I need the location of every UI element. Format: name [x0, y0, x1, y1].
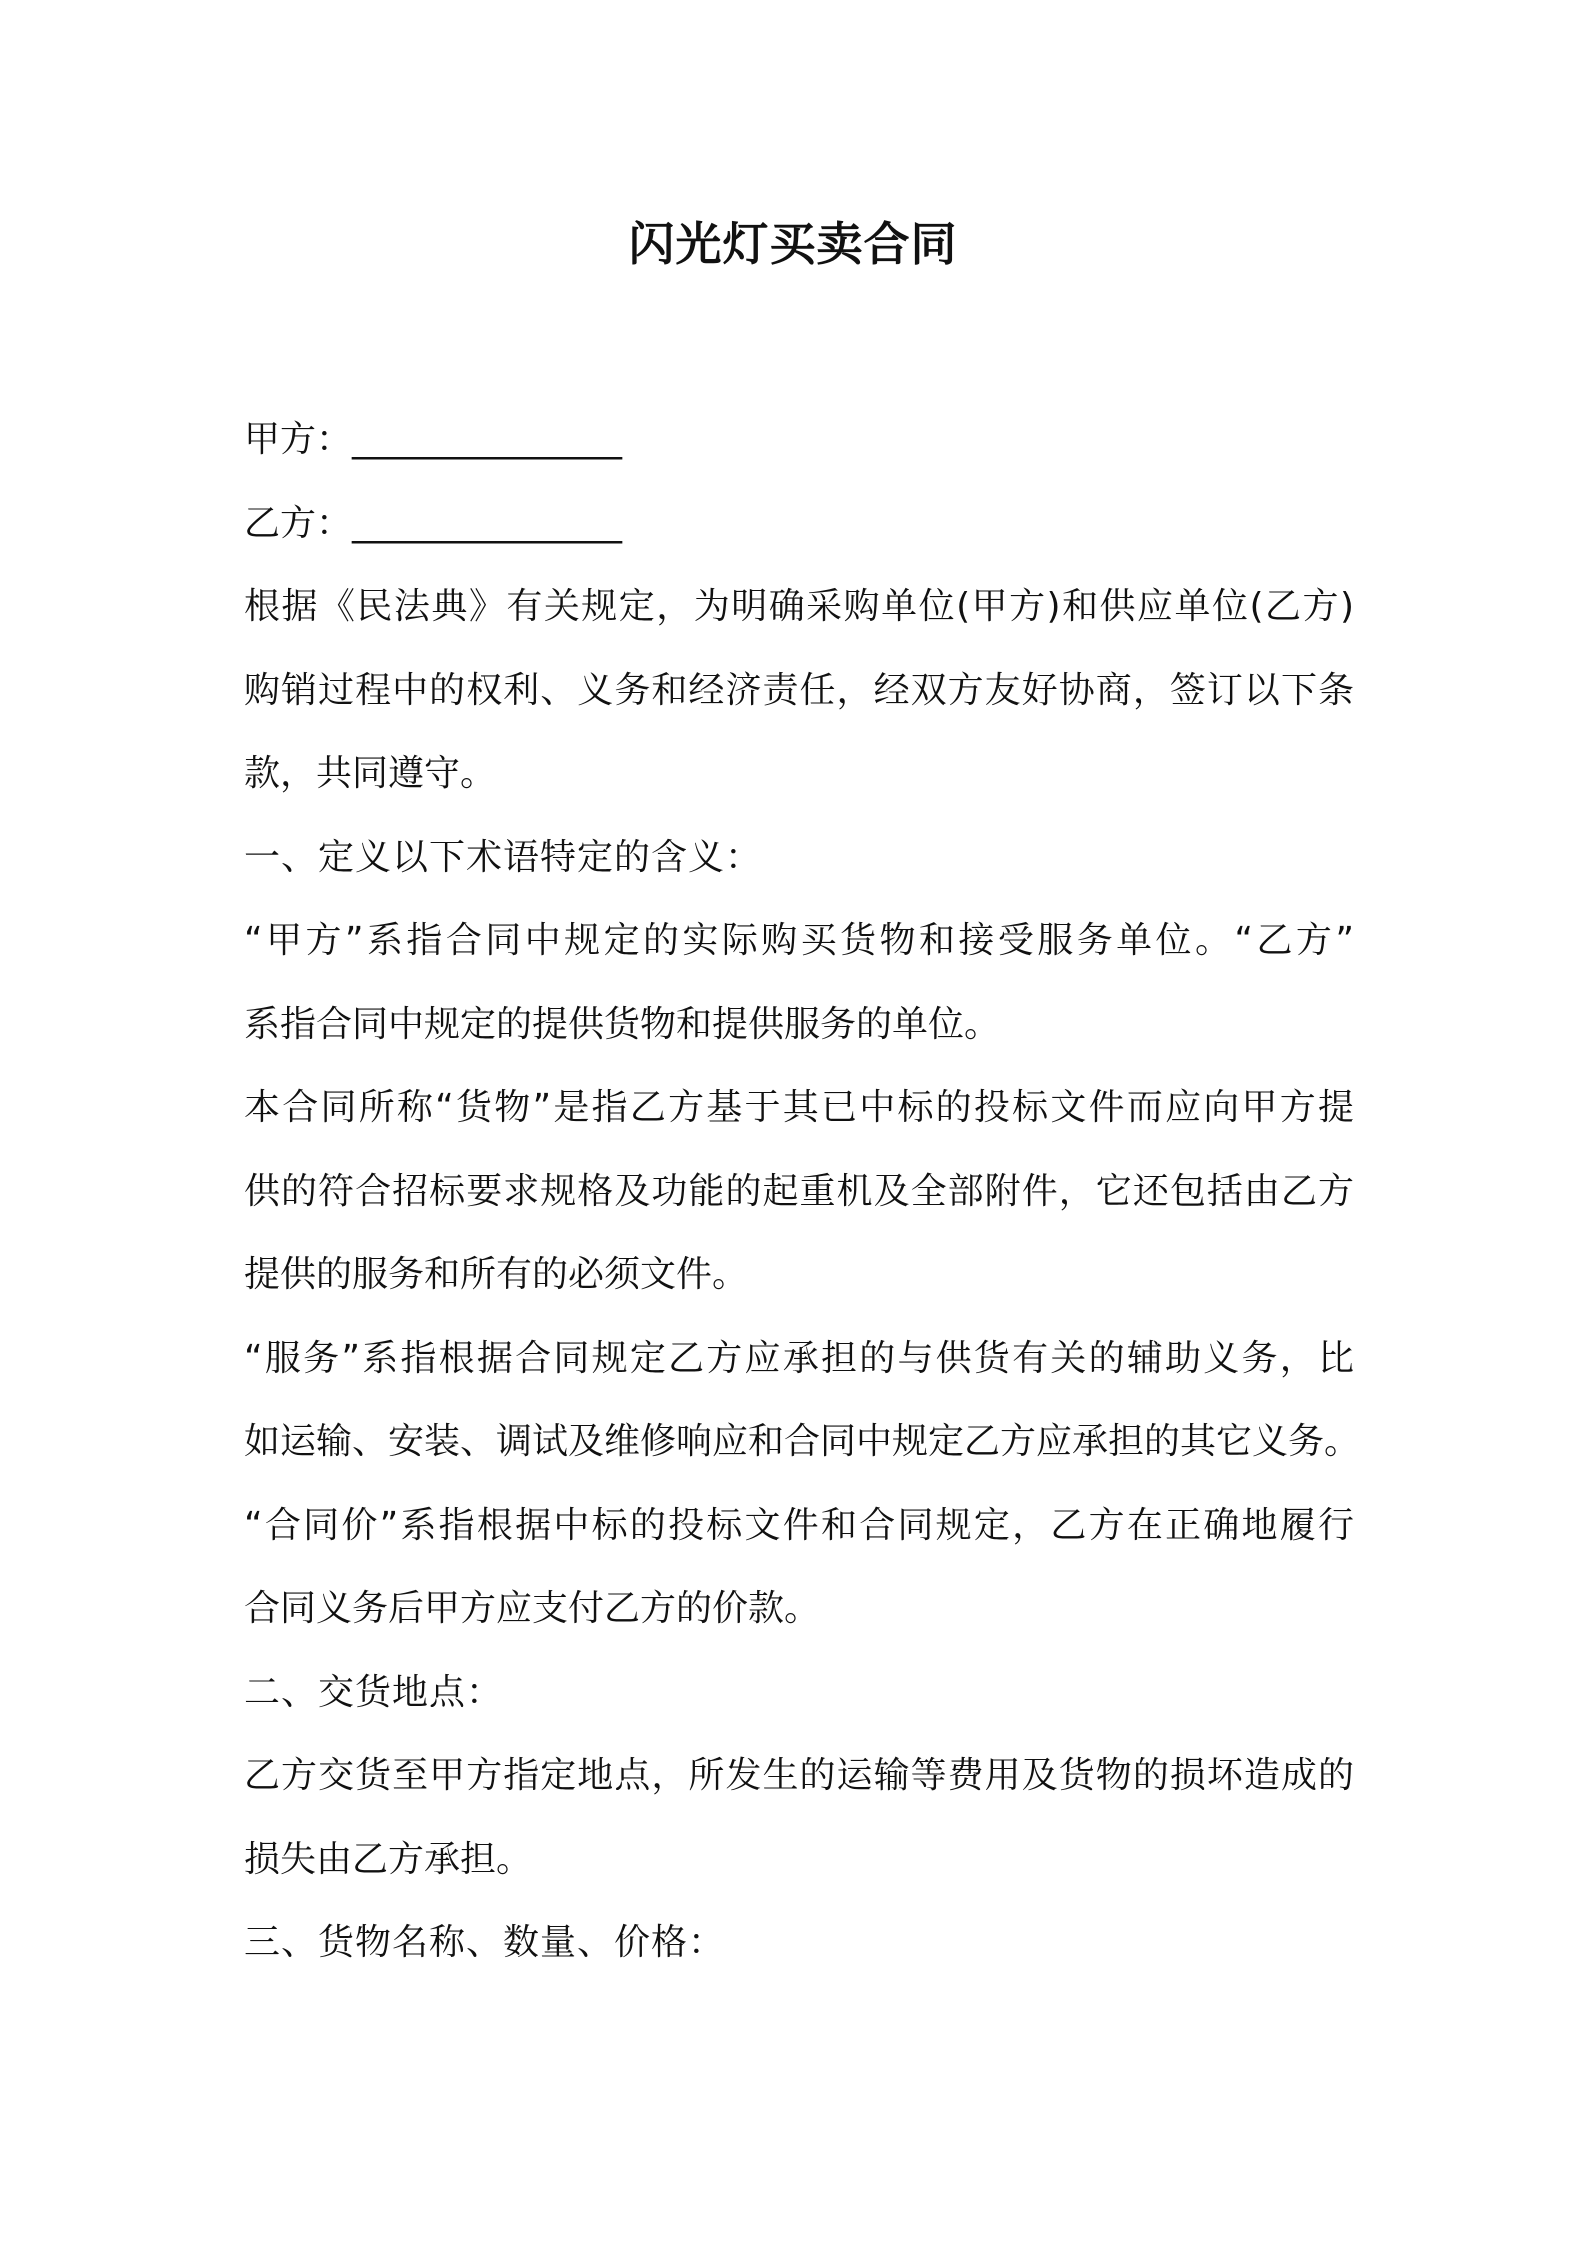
- definition-parties-line-2: 系指合同中规定的提供货物和提供服务的单位。: [244, 1003, 1001, 1045]
- intro-paragraph-line-2: 购销过程中的权利、义务和经济责任，经双方友好协商，签订以下条: [244, 669, 1354, 711]
- section-1-heading: 一、定义以下术语特定的含义：: [244, 836, 763, 878]
- definition-goods-line-3: 提供的服务和所有的必须文件。: [244, 1254, 749, 1295]
- definition-price-line-1: “合同价”系指根据中标的投标文件和合同规定，乙方在正确地履行: [244, 1504, 1354, 1546]
- document-body: [244, 398, 1361, 1985]
- section-2-heading: 二、交货地点：: [244, 1671, 504, 1713]
- delivery-paragraph-line-2: 损失由乙方承担。: [244, 1838, 533, 1880]
- intro-paragraph-line-3: 款，共同遵守。: [244, 753, 497, 794]
- definition-price-line-2: 合同义务后甲方应支付乙方的价款。: [244, 1588, 821, 1629]
- definition-goods-line-1: 本合同所称“货物”是指乙方基于其已中标的投标文件而应向甲方提: [244, 1087, 1354, 1128]
- party-b-line: 乙方：_______________: [244, 502, 623, 544]
- intro-paragraph-line-1: 根据《民法典》有关规定，为明确采购单位(甲方)和供应单位(乙方): [244, 586, 1354, 627]
- section-3-heading: 三、货物名称、数量、价格：: [244, 1922, 726, 1963]
- delivery-paragraph-line-1: 乙方交货至甲方指定地点，所发生的运输等费用及货物的损坏造成的: [244, 1755, 1354, 1796]
- definition-service-line-1: “服务”系指根据合同规定乙方应承担的与供货有关的辅助义务，比: [244, 1337, 1354, 1379]
- party-a-line: 甲方：_______________: [244, 419, 623, 460]
- definition-goods-line-2: 供的符合招标要求规格及功能的起重机及全部附件，它还包括由乙方: [244, 1170, 1354, 1212]
- definition-parties-line-1: “甲方”系指合同中规定的实际购买货物和接受服务单位。“乙方”: [244, 920, 1354, 961]
- definition-service-line-2: 如运输、安装、调试及维修响应和合同中规定乙方应承担的其它义务。: [244, 1421, 1361, 1462]
- document-title: 闪光灯买卖合同: [628, 217, 958, 271]
